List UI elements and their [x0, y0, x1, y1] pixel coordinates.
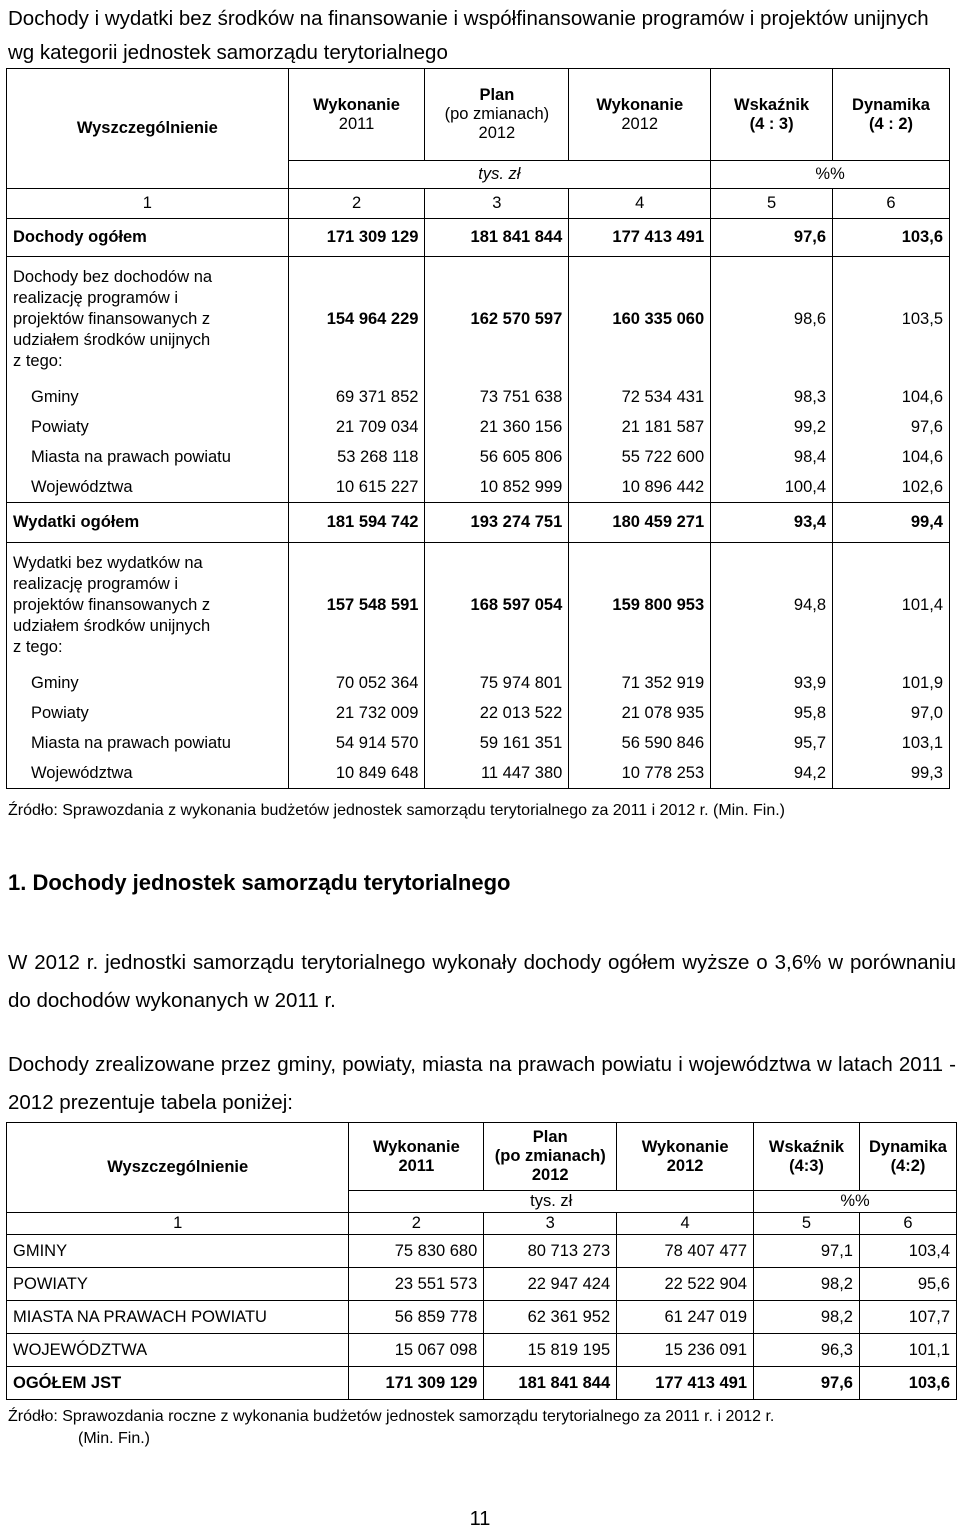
header-wykonanie-2012: Wykonanie 2012: [617, 1123, 754, 1191]
table-row: GMINY 75 830 680 80 713 273 78 407 477 97,1 103,4: [7, 1235, 957, 1268]
header-wykonanie-2011: Wykonanie 2011: [288, 69, 425, 161]
table-row: Województwa 10 615 227 10 852 999 10 896 442 100,4 102,6: [7, 473, 950, 503]
table1-source: Źródło: Sprawozdania z wykonania budżetów jednostek samorządu terytorialnego za 2011 i 2012 r. (Min. Fin.): [8, 802, 786, 819]
page-number: 11: [469, 1508, 491, 1530]
table-row: WOJEWÓDZTWA 15 067 098 15 819 195 15 236 091 96,3 101,1: [7, 1334, 957, 1367]
unit-amount: tys. zł: [288, 161, 711, 189]
unit-amount: tys. zł: [349, 1191, 754, 1213]
header-wykonanie-2012: Wykonanie 2012: [569, 69, 711, 161]
unit-percent: %%: [754, 1191, 957, 1213]
col-number: 4: [569, 189, 711, 219]
paragraph-2: Dochody zrealizowane przez gminy, powiaty, miasta na prawach powiatu i województwa w latach 2011 - 2012 prezentuje tabela poniżej:: [8, 1053, 956, 1114]
table-row-wydatki-ogolem: Wydatki ogółem 181 594 742 193 274 751 180 459 271 93,4 99,4: [7, 503, 950, 543]
paragraph-1: W 2012 r. jednostki samorządu terytorialnego wykonały dochody ogółem wyższe o 3,6% w porównaniu do dochodów wykonanych w 2011 r.: [8, 951, 956, 1012]
col-number: 6: [833, 189, 950, 219]
col-number: 1: [7, 1213, 349, 1235]
col-number: 5: [711, 189, 833, 219]
header-wyszczegolnienie: Wyszczególnienie: [7, 69, 289, 189]
header-dynamika: Dynamika (4:2): [859, 1123, 956, 1191]
budget-table-2: [6, 1122, 957, 1400]
table-row: POWIATY 23 551 573 22 947 424 22 522 904 98,2 95,6: [7, 1268, 957, 1301]
unit-percent: %%: [711, 161, 950, 189]
col-number: 1: [7, 189, 289, 219]
table2-source: Źródło: Sprawozdania roczne z wykonania budżetów jednostek samorządu terytorialnego za 2011 r. i 2012 r. (Min. Fin.): [8, 1408, 775, 1447]
row-label: Dochody bez dochodów na realizację programów i projektów finansowanych z udziałem środków unijnych z tego:: [7, 257, 289, 383]
section-heading: 1. Dochody jednostek samorządu terytorialnego: [8, 870, 511, 895]
table-row-wydatki-bez-unijnych: Wydatki bez wydatków na realizację programów i projektów finansowanych z udziałem środków unijnych z tego: 157 548 591 168 597 054 159 800 953 94,8 101,4: [7, 543, 950, 669]
header-dynamika: Dynamika (4 : 2): [833, 69, 950, 161]
col-number: 4: [617, 1213, 754, 1235]
table-row: Województwa 10 849 648 11 447 380 10 778 253 94,2 99,3: [7, 759, 950, 789]
table-row: Gminy 70 052 364 75 974 801 71 352 919 93,9 101,9: [7, 669, 950, 699]
col-number: 2: [349, 1213, 484, 1235]
header-plan-2012: Plan (po zmianach) 2012: [425, 69, 569, 161]
table-row: Gminy 69 371 852 73 751 638 72 534 431 98,3 104,6: [7, 383, 950, 413]
table-row: Miasta na prawach powiatu 53 268 118 56 605 806 55 722 600 98,4 104,6: [7, 443, 950, 473]
col-number: 3: [484, 1213, 617, 1235]
header-wyszczegolnienie: Wyszczególnienie: [7, 1123, 349, 1213]
table-row: Miasta na prawach powiatu 54 914 570 59 161 351 56 590 846 95,7 103,1: [7, 729, 950, 759]
table-row-dochody-ogolem: Dochody ogółem 171 309 129 181 841 844 177 413 491 97,6 103,6: [7, 219, 950, 257]
col-number: 3: [425, 189, 569, 219]
table1-title: Dochody i wydatki bez środków na finansowanie i współfinansowanie programów i projektów unijnych wg kategorii jednostek samorządu terytorialnego: [8, 7, 929, 64]
header-wykonanie-2011: Wykonanie 2011: [349, 1123, 484, 1191]
table-row: Powiaty 21 732 009 22 013 522 21 078 935 95,8 97,0: [7, 699, 950, 729]
col-number: 6: [859, 1213, 956, 1235]
header-wskaznik: Wskaźnik (4 : 3): [711, 69, 833, 161]
header-wskaznik: Wskaźnik (4:3): [754, 1123, 860, 1191]
col-number: 5: [754, 1213, 860, 1235]
table-row: MIASTA NA PRAWACH POWIATU 56 859 778 62 361 952 61 247 019 98,2 107,7: [7, 1301, 957, 1334]
table-row: Powiaty 21 709 034 21 360 156 21 181 587 99,2 97,6: [7, 413, 950, 443]
header-plan-2012: Plan (po zmianach) 2012: [484, 1123, 617, 1191]
budget-table-1: [6, 68, 950, 789]
row-label: Wydatki bez wydatków na realizację programów i projektów finansowanych z udziałem środków unijnych z tego:: [7, 543, 289, 669]
table-row-dochody-bez-unijnych: Dochody bez dochodów na realizację programów i projektów finansowanych z udziałem środków unijnych z tego: 154 964 229 162 570 597 160 335 060 98,6 103,5: [7, 257, 950, 383]
col-number: 2: [288, 189, 425, 219]
table-row-total: OGÓŁEM JST 171 309 129 181 841 844 177 413 491 97,6 103,6: [7, 1367, 957, 1400]
